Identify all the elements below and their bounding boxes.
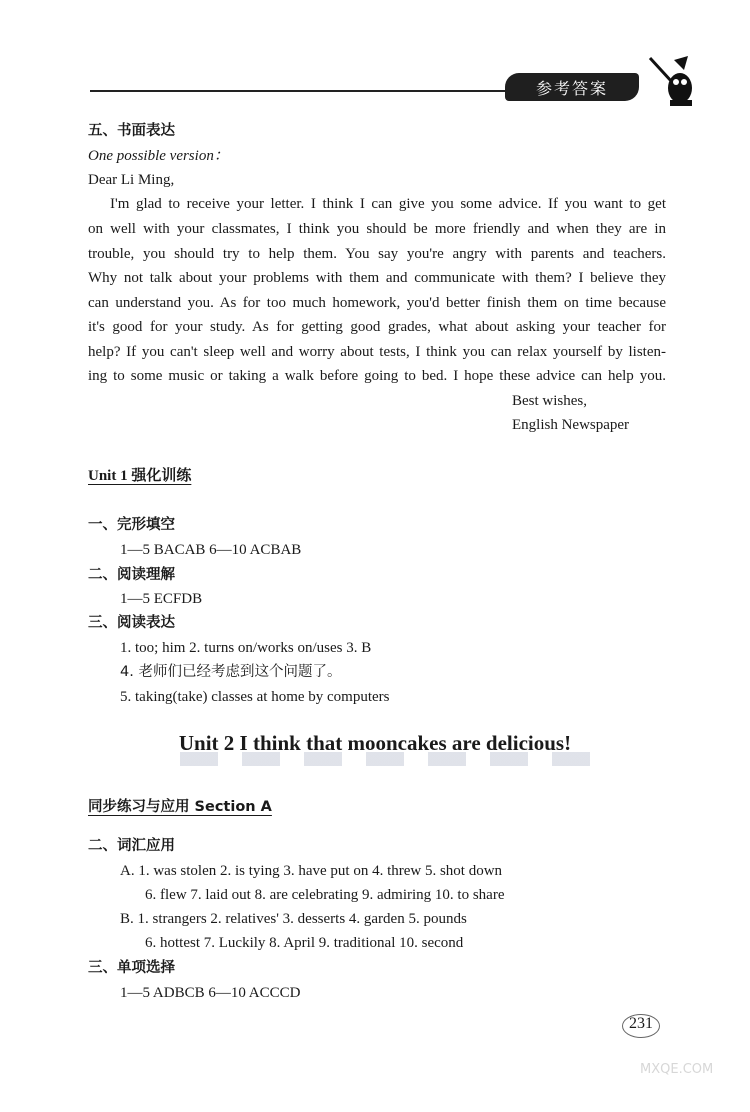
reading-answers: 1—5 ECFDB (120, 591, 203, 607)
letter-line: trouble, you should try to help them. You say you're angry with parents and teachers. (88, 246, 666, 262)
letter-line: on well with your classmates, I think you should be more friendly and when they are in (88, 221, 666, 237)
unit1-heading: Unit 1 强化训练 (88, 468, 192, 484)
reading-expression-title: 三、阅读表达 (88, 615, 175, 631)
reading-expression-line: 1. too; him 2. turns on/works on/uses 3. B (120, 640, 372, 656)
unit2-title: Unit 2 I think that mooncakes are delicious! (178, 731, 572, 755)
answer-key-label: 参考答案 (535, 79, 608, 98)
letter-line: I'm glad to receive your letter. I think I can give you some advice. If you want to get (110, 196, 666, 212)
letter-signature: English Newspaper (512, 417, 630, 433)
header-rule (90, 90, 510, 92)
vocab-answers-line: 6. hottest 7. Luckily 8. April 9. traditional 10. second (145, 935, 464, 951)
letter-line: ing to some music or taking a walk before going to bed. I hope these advice can help you. (88, 368, 666, 384)
page-number: 231 (622, 1014, 660, 1038)
single-choice-answers: 1—5 ADBCB 6—10 ACCCD (120, 985, 301, 1001)
vocab-answers-line: 6. flew 7. laid out 8. are celebrating 9. admiring 10. to share (145, 887, 505, 903)
vocab-answers-line: B. 1. strangers 2. relatives' 3. desserts 4. garden 5. pounds (120, 911, 467, 927)
reading-section-title: 二、阅读理解 (88, 567, 175, 583)
cloze-section-title: 一、完形填空 (88, 517, 175, 533)
letter-line: can understand you. As for too much homework, you'd better finish them on time because (88, 295, 666, 311)
reading-expression-line: 5. taking(take) classes at home by computers (120, 689, 390, 705)
letter-greeting: Dear Li Ming, (88, 172, 175, 188)
single-choice-title: 三、单项选择 (88, 960, 175, 976)
letter-line: help? If you can't sleep well and worry about tests, I think you can relax yourself by listen- (88, 344, 666, 360)
vocab-answers-line: A. 1. was stolen 2. is tying 3. have put on 4. threw 5. shot down (120, 863, 503, 879)
vocab-section-title: 二、词汇应用 (88, 838, 175, 854)
possible-version-label: One possible version： (88, 148, 229, 164)
letter-line: it's good for your study. As for getting good grades, what about asking your teacher for (88, 319, 666, 335)
letter-line: Why not talk about your problems with them and communicate with them? I believe they (88, 270, 666, 286)
unit2-section-heading: 同步练习与应用 Section A (88, 799, 272, 815)
reading-expression-line: 4. 老师们已经考虑到这个问题了。 (120, 664, 342, 680)
pencil-mascot-icon (648, 52, 696, 110)
cloze-answers: 1—5 BACAB 6—10 ACBAB (120, 542, 302, 558)
letter-closing: Best wishes, (512, 393, 587, 409)
writing-section-title: 五、书面表达 (88, 123, 175, 139)
answer-key-tab (505, 73, 639, 101)
watermark-logo: MXQE.COM (640, 1062, 714, 1077)
